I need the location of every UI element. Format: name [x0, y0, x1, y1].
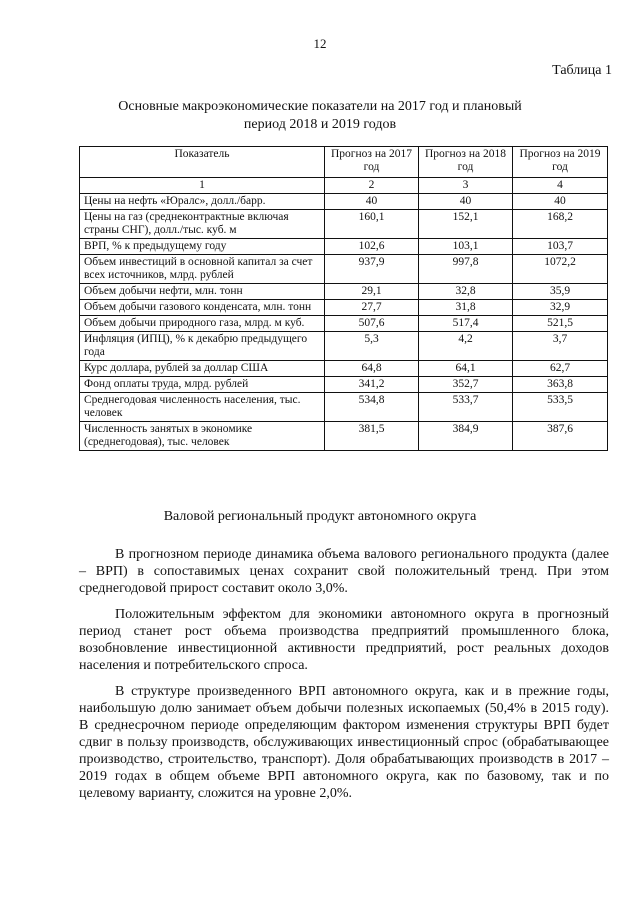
value-cell: 32,8: [419, 284, 513, 300]
value-cell: 533,5: [513, 393, 608, 422]
macro-indicators-table: [79, 146, 608, 451]
table-row: [80, 377, 608, 393]
value-cell: 40: [325, 194, 419, 210]
index-cell: 3: [419, 178, 513, 194]
table-row: [80, 194, 608, 210]
value-cell: 517,4: [419, 316, 513, 332]
indicator-cell: Объем добычи природного газа, млрд. м куб.: [80, 316, 325, 332]
body-text: [79, 546, 609, 811]
value-cell: 32,9: [513, 300, 608, 316]
paragraph: В прогнозном периоде динамика объема валового регионального продукта (далее – ВРП) в сопоставимых ценах сохранит свой положительный тренд. При этом среднегодовой прирост составит около 3,0%.: [79, 547, 609, 596]
table-row: [80, 300, 608, 316]
value-cell: 31,8: [419, 300, 513, 316]
value-cell: 381,5: [325, 422, 419, 451]
table-row: [80, 316, 608, 332]
indicator-cell: Объем добычи нефти, млн. тонн: [80, 284, 325, 300]
table-row: [80, 284, 608, 300]
value-cell: 341,2: [325, 377, 419, 393]
table-header-row: [80, 147, 608, 178]
header-forecast-2018: Прогноз на 2018 год: [419, 147, 513, 178]
value-cell: 29,1: [325, 284, 419, 300]
indicator-cell: Численность занятых в экономике (среднегодовая), тыс. человек: [80, 422, 325, 451]
value-cell: 35,9: [513, 284, 608, 300]
table-row: [80, 422, 608, 451]
table-title-line-2: период 2018 и 2019 годов: [243, 117, 397, 132]
header-forecast-2019: Прогноз на 2019 год: [513, 147, 608, 178]
section-heading: Валовой региональный продукт автономного округа: [163, 509, 477, 524]
value-cell: 5,3: [325, 332, 419, 361]
value-cell: 168,2: [513, 210, 608, 239]
value-cell: 534,8: [325, 393, 419, 422]
header-forecast-2017: Прогноз на 2017 год: [325, 147, 419, 178]
table-label: Таблица 1: [552, 63, 612, 78]
value-cell: 3,7: [513, 332, 608, 361]
indicator-cell: Цены на газ (среднеконтрактные включая страны СНГ), долл./тыс. куб. м: [80, 210, 325, 239]
value-cell: 507,6: [325, 316, 419, 332]
table-body: [80, 178, 608, 451]
value-cell: 1072,2: [513, 255, 608, 284]
value-cell: 40: [513, 194, 608, 210]
indicator-cell: Среднегодовая численность населения, тыс. человек: [80, 393, 325, 422]
table-title: [60, 98, 580, 134]
value-cell: 521,5: [513, 316, 608, 332]
table-row: [80, 332, 608, 361]
index-cell: 2: [325, 178, 419, 194]
value-cell: 937,9: [325, 255, 419, 284]
index-cell: 4: [513, 178, 608, 194]
value-cell: 384,9: [419, 422, 513, 451]
indicator-cell: Фонд оплаты труда, млрд. рублей: [80, 377, 325, 393]
value-cell: 27,7: [325, 300, 419, 316]
value-cell: 64,8: [325, 361, 419, 377]
index-cell: 1: [80, 178, 325, 194]
paragraph: В структуре произведенного ВРП автономного округа, как и в прежние годы, наибольшую долю занимает объем добычи полезных ископаемых (50,4% в 2015 году). В среднесрочном периоде определяющим фактором изменения структуры ВРП будет сдвиг в пользу производств, обслуживающих инвестиционный спрос (обрабатывающее производство, строительство, транспорт). Доля обрабатывающих производств в 2017 – 2019 годах в общем объеме ВРП автономного округа, как по базовому, так и по целевому варианту, сложится на уровне 2,0%.: [79, 684, 609, 801]
table-row: [80, 393, 608, 422]
indicator-cell: ВРП, % к предыдущему году: [80, 239, 325, 255]
value-cell: 103,7: [513, 239, 608, 255]
page-number: 12: [313, 36, 327, 51]
table-row: [80, 239, 608, 255]
value-cell: 103,1: [419, 239, 513, 255]
table-row: [80, 210, 608, 239]
indicator-cell: Цены на нефть «Юралс», долл./барр.: [80, 194, 325, 210]
indicator-cell: Курс доллара, рублей за доллар США: [80, 361, 325, 377]
table-row: [80, 255, 608, 284]
value-cell: 40: [419, 194, 513, 210]
table-row: [80, 361, 608, 377]
indicator-cell: Объем инвестиций в основной капитал за счет всех источников, млрд. рублей: [80, 255, 325, 284]
value-cell: 533,7: [419, 393, 513, 422]
column-index-row: [80, 178, 608, 194]
value-cell: 64,1: [419, 361, 513, 377]
value-cell: 152,1: [419, 210, 513, 239]
value-cell: 102,6: [325, 239, 419, 255]
value-cell: 62,7: [513, 361, 608, 377]
value-cell: 4,2: [419, 332, 513, 361]
header-indicator: Показатель: [80, 147, 325, 178]
value-cell: 352,7: [419, 377, 513, 393]
indicator-cell: Инфляция (ИПЦ), % к декабрю предыдущего года: [80, 332, 325, 361]
paragraph: Положительным эффектом для экономики автономного округа в прогнозный период станет рост объема производства предприятий промышленного блока, возобновление инвестиционной активности предприятий, рост реальных доходов населения и потребительского спроса.: [79, 607, 609, 673]
value-cell: 387,6: [513, 422, 608, 451]
value-cell: 997,8: [419, 255, 513, 284]
value-cell: 160,1: [325, 210, 419, 239]
indicator-cell: Объем добычи газового конденсата, млн. тонн: [80, 300, 325, 316]
table-title-line-1: Основные макроэкономические показатели на 2017 год и плановый: [118, 99, 522, 114]
value-cell: 363,8: [513, 377, 608, 393]
